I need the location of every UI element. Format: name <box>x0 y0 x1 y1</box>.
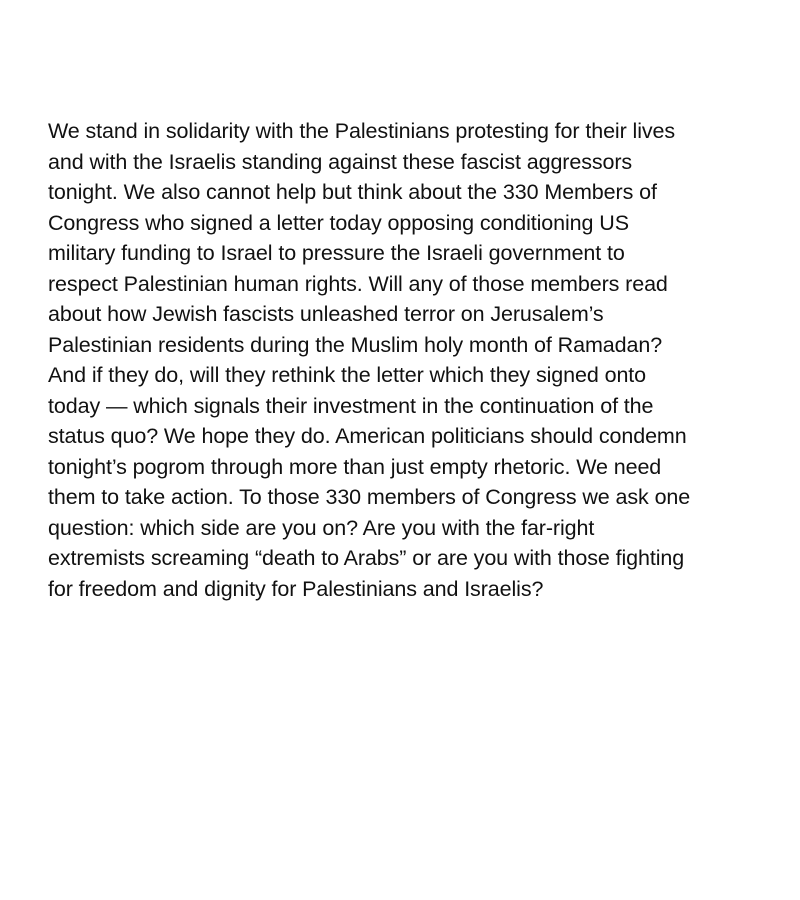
statement-line-13: them to take action. To those 330 members of Congress we ask one <box>48 485 691 509</box>
statement-line-15: extremists screaming “death to Arabs” or are you with those fighting <box>48 546 685 570</box>
statement-line-14: question: which side are you on? Are you with the far-right <box>48 515 595 540</box>
statement-line-10: today — which signals their investment in the continuation of the <box>48 393 654 418</box>
statement-line-12: tonight’s pogrom through more than just empty rhetoric. We need <box>48 454 662 479</box>
statement-line-3: tonight. We also cannot help but think about the 330 Members of <box>48 180 657 204</box>
statement-line-4: Congress who signed a letter today opposing conditioning US <box>48 210 629 235</box>
statement-line-11: status quo? We hope they do. American politicians should condemn <box>48 424 687 448</box>
statement-paragraph <box>48 116 758 604</box>
statement-line-16: for freedom and dignity for Palestinians and Israelis? <box>48 576 544 601</box>
statement-line-2: and with the Israelis standing against these fascist aggressors <box>48 149 633 174</box>
statement-line-9: And if they do, will they rethink the letter which they signed onto <box>48 363 647 387</box>
statement-line-5: military funding to Israel to pressure the Israeli government to <box>48 241 625 265</box>
statement-line-7: about how Jewish fascists unleashed terror on Jerusalem’s <box>48 302 604 326</box>
statement-line-8: Palestinian residents during the Muslim holy month of Ramadan? <box>48 332 663 357</box>
statement-line-6: respect Palestinian human rights. Will any of those members read <box>48 271 668 296</box>
statement-line-1: We stand in solidarity with the Palestinians protesting for their lives <box>48 119 676 143</box>
